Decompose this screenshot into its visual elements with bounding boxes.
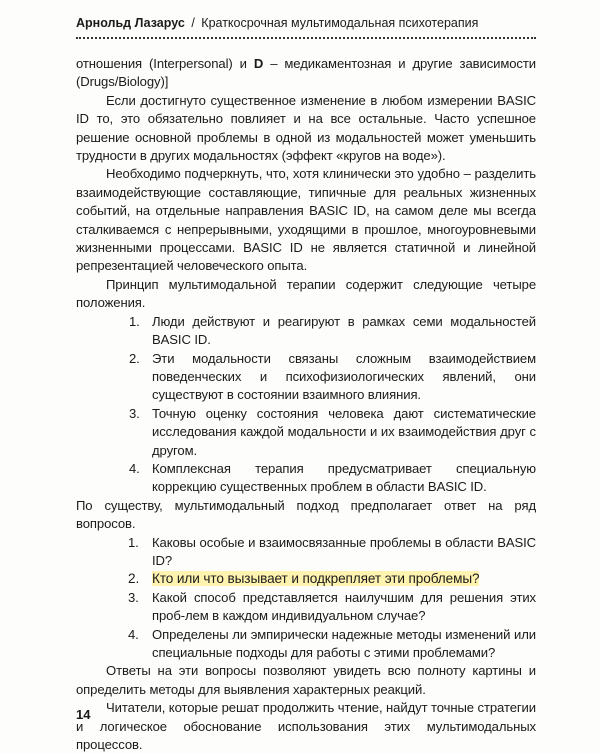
list-item: 3. Точную оценку состояния человека дают систематические исследования каждой модальности и их взаимодействия друг с другом. xyxy=(129,405,536,458)
list-item: 4. Комплексная терапия предусматривает специальную коррекцию существенных проблем в области BASIC ID. xyxy=(129,460,536,495)
paragraph-4: Принцип мультимодальной терапии содержит следующие четыре положения. xyxy=(76,276,536,311)
paragraph-2: Если достигнуто существенное изменение в любом измерении BASIC ID то, это обязательно повлияет и на все остальные. Часто успешное решение основной проблемы в одной из модальностей может уменьшить трудности в других модальностях (эффект «кругов на воде»). xyxy=(76,92,536,164)
running-header xyxy=(76,15,536,31)
list-item: 1. Каковы особые и взаимосвязанные проблемы в области BASIC ID? xyxy=(128,534,536,568)
list-item-highlighted: 2. Кто или что вызывает и подкрепляет эти проблемы? xyxy=(128,571,480,587)
principles-list xyxy=(76,313,536,497)
header-book-title: Краткосрочная мультимодальная психотерапия xyxy=(201,16,479,30)
paragraph-5: По существу, мультимодальный подход предполагает ответ на ряд вопросов. xyxy=(76,497,536,532)
list-item: 4. Определены ли эмпирически надежные методы изменений или специальные подходы для работы с этими проблемами? xyxy=(128,626,536,660)
paragraph-7: Читатели, которые решат продолжить чтение, найдут точные стратегии и логическое обоснование использования этих мультимодальных процессов. xyxy=(76,700,536,753)
header-separator: / xyxy=(191,16,195,30)
bold-letter-d: D xyxy=(253,56,264,71)
paragraph-3: Необходимо подчеркнуть, что, хотя клинически это удобно – разделить взаимодействующие составляющие, типичные для реальных жизненных событий, на отдельные направления BASIC ID, на самом деле мы всегда сталкиваемся с непрерывными, уходящими в прошлое, многоуровневыми жизненными процессами. BASIC ID не является статичной и линейной репрезентацией человеческого опыта. xyxy=(76,166,536,274)
header-author: Арнольд Лазарус xyxy=(76,16,185,30)
page-number: 14 xyxy=(76,707,91,722)
page-body xyxy=(76,55,536,754)
list-item: 2. Эти модальности связаны сложным взаимодействием поведенческих и психофизиологических явлений, они существуют в состоянии взаимного влияния. xyxy=(129,350,536,403)
list-item: 3. Какой способ представляется наилучшим для решения этих проб-лем в каждом индивидуальном случае? xyxy=(128,589,536,624)
paragraph-6: Ответы на эти вопросы позволяют увидеть всю полноту картины и определить методы для выявления характерных реакций. xyxy=(76,663,536,697)
paragraph-1: отношения (Interpersonal) и D – медикаментозная и другие зависимости (Drugs/Biology)] xyxy=(76,56,536,90)
header-dotted-rule xyxy=(76,37,536,39)
list-item: 1. Люди действуют и реагируют в рамках семи модальностей BASIC ID. xyxy=(129,313,536,348)
questions-list xyxy=(76,534,536,663)
